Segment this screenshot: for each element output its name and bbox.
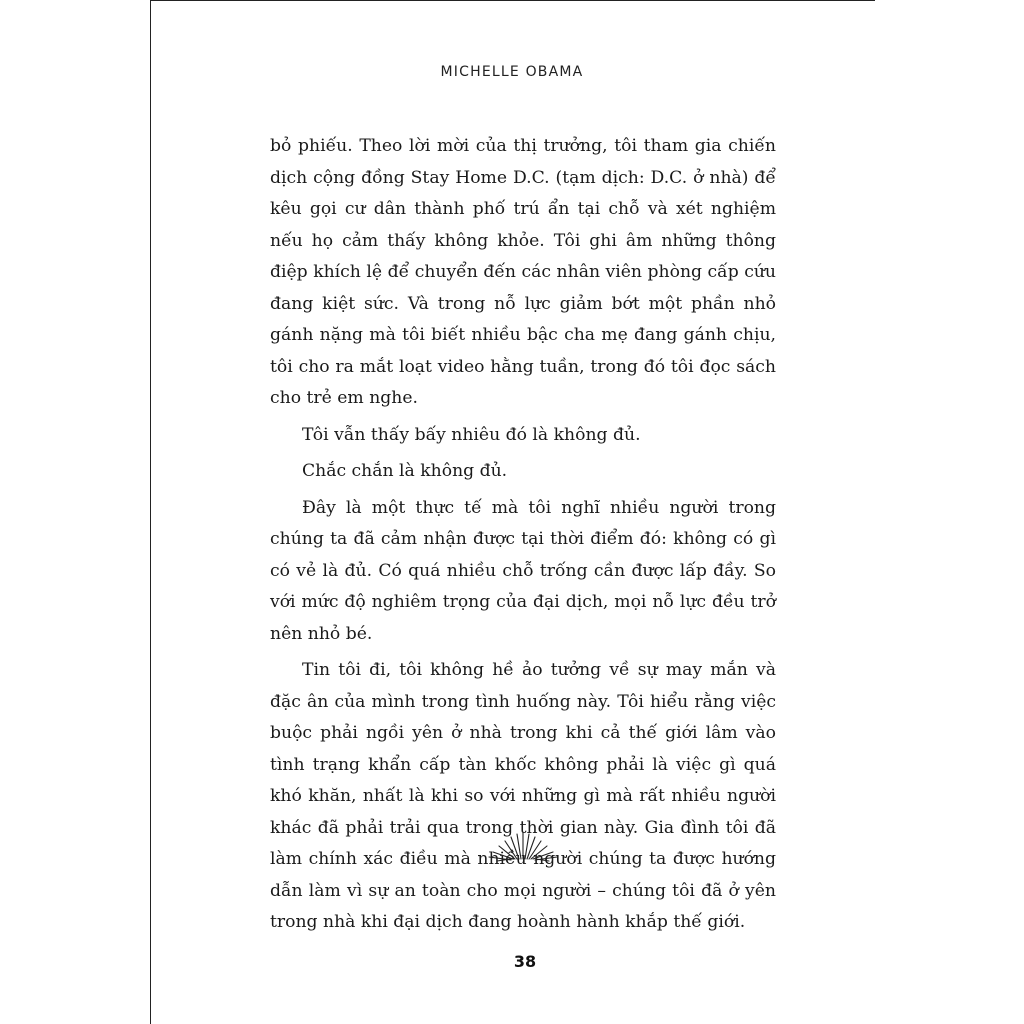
sunburst-ornament-icon [488, 826, 558, 862]
running-head: MICHELLE OBAMA [440, 64, 584, 80]
paragraph: Tôi vẫn thấy bấy nhiêu đó là không đủ. [302, 424, 641, 445]
paragraph: Chắc chắn là không đủ. [302, 461, 508, 481]
paragraph: Đây là một thực tế mà tôi nghĩ nhiều người trong chúng ta đã cảm nhận được tại thời điểm đó: không có gì có vẻ là đủ. Có quá nhiều chỗ trống cần được lấp đầy. So với mức độ nghiêm trọng của đại dịch, mọi nỗ lực đều trở nên nhỏ bé. [270, 497, 776, 644]
paragraph: bỏ phiếu. Theo lời mời của thị trưởng, tôi tham gia chiến dịch cộng đồng Stay Home D.C. (tạm dịch: D.C. ở nhà) để kêu gọi cư dân thành phố trú ẩn tại chỗ và xét nghiệm nếu họ cảm thấy không khỏe. Tôi ghi âm những thông điệp khích lệ để chuyển đến các nhân viên phòng cấp cứu đang kiệt sức. Và trong nỗ lực giảm bớt một phần nhỏ gánh nặng mà tôi biết nhiều bậc cha mẹ đang gánh chịu, tôi cho ra mắt loạt video hằng tuần, trong đó tôi đọc sách cho trẻ em nghe. [270, 136, 776, 408]
page-number: 38 [513, 952, 537, 971]
body-text [270, 131, 776, 939]
paragraph: Tin tôi đi, tôi không hề ảo tưởng về sự may mắn và đặc ân của mình trong tình huống này. Tôi hiểu rằng việc buộc phải ngồi yên ở nhà trong khi cả thế giới lâm vào tình trạng khẩn cấp tàn khốc không phải là việc gì quá khó khăn, nhất là khi so với những gì mà rất nhiều người khác đã phải trải qua trong thời gian này. Gia đình tôi đã làm chính xác điều mà nhiều người chúng ta được hướng dẫn làm vì sự an toàn cho mọi người – chúng tôi đã ở yên trong nhà khi đại dịch đang hoành hành khắp thế giới. [270, 660, 776, 932]
